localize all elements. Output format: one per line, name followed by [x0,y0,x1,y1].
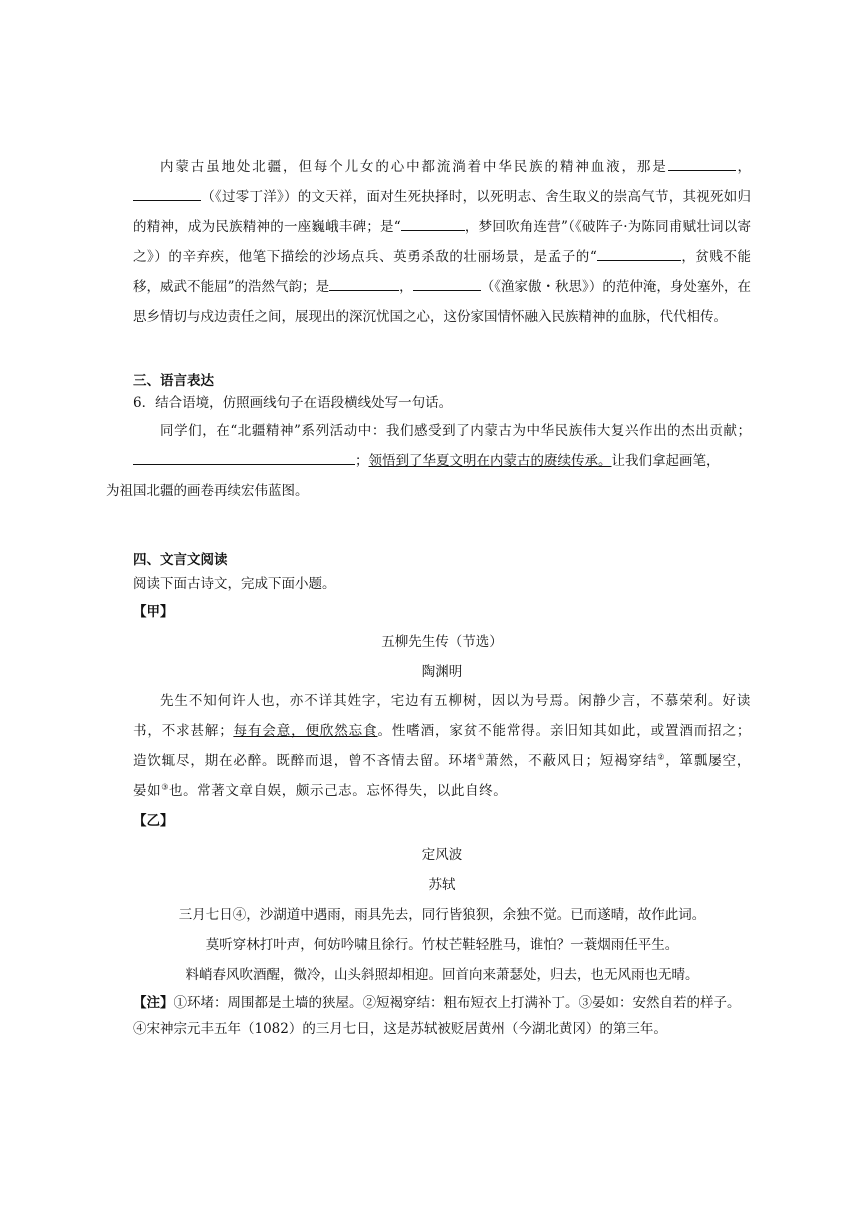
passage-text: （《渔家傲・秋思》）的范仲淹，身处塞外，在思乡情切与戍边责任之间，展现出的深沉忧国之心，这份家国情怀融入民族精神的血脉，代代相传。 [133,279,751,325]
passage-text: ，箪瓢屡空，晏如 [133,753,751,799]
passage-text: 萧然，不蔽风日；短褐穿结 [485,753,658,769]
label-jia: 【甲】 [133,604,174,620]
fill-blank[interactable] [413,275,481,291]
passage-text: ， [399,279,413,295]
footnote-marker: ③ [161,782,169,792]
text-author: 陶渊明 [421,664,463,680]
poem-line: 料峭春风吹酒醒，微冷，山头斜照却相迎。回首向来萧瑟处，归去，也无风雨也无晴。 [185,967,699,983]
passage-text: ，梦回吹角连营”（《破阵子·为陈同甫赋壮词以寄之》）的辛弃疾，他笔下描绘的沙场点兵、英勇杀敌的壮丽场景，是孟子的“ [133,219,751,265]
fill-blank[interactable] [401,215,465,231]
passage-text: 为祖国北疆的画卷再续宏伟蓝图。 [106,483,309,499]
passage-text: 内蒙古虽地处北疆，但每个儿女的心中都流淌着中华民族的精神血液，那是 [160,159,668,175]
fill-blank[interactable] [668,155,736,171]
annotation [133,990,751,1042]
underlined-sentence: 领悟到了华夏文明在内蒙古的赓续传承。 [368,453,612,469]
passage-text: 。性嗜酒，家贫不能常得。亲旧知其如此，或置酒而招之；造饮辄尽，期在必醉。既醉而退，曾不吝情去留。环堵 [133,723,751,769]
text-title: 五柳先生传（节选） [381,634,503,650]
question-passage [106,416,752,506]
answer-blank[interactable] [133,449,355,465]
section-title: 四、文言文阅读 [133,552,228,568]
passage-text: 献； [723,423,752,439]
poem-line: 莫听穿林打叶声，何妨吟啸且徐行。竹杖芒鞋轻胜马，谁怕？一蓑烟雨任平生。 [205,937,679,953]
question-6: 6．结合语境，仿照画线句子在语段横线处写一句话。 [133,395,453,411]
annotation-text: ①环堵：周围都是土墙的狭屋。②短褐穿结：粗布短衣上打满补丁。③晏如：安然自若的样子。④宋神宗元丰五年（1082）的三月七日，这是苏轼被贬居黄州（今湖北黄冈）的第三年。 [133,995,741,1037]
annotation-label: 【注】 [133,995,174,1011]
passage-text: 也。常著文章自娱，颇示己志。忘怀得失，以此自终。 [168,783,508,799]
footnote-marker: ① [477,752,486,762]
classical-passage [133,686,751,806]
fill-blank[interactable] [329,275,399,291]
footnote-marker: ② [657,752,666,762]
poem-title: 定风波 [421,847,463,863]
passage-text: 先生不知何许人也，亦不详其姓字，宅边有五柳树，因以为号焉。闲静少言，不慕荣利。好读书，不求甚解； [133,693,751,739]
passage-paragraph [133,152,751,332]
passage-text: 同学们，在“北疆精神”系列活动中：我们感受到了内蒙古为中华民族伟大复兴作出的杰出贡 [160,423,724,439]
passage-text: 让我们拿起画笔， [611,453,720,469]
section-classical-reading [133,549,751,1042]
passage-text: ，贫贱不能移，威武不能屈”的浩然气韵；是 [133,249,752,295]
instruction: 阅读下面古诗文，完成下面小题。 [133,576,336,592]
label-yi: 【乙】 [133,813,174,829]
section-title: 三、语言表达 [133,373,214,389]
fill-blank[interactable] [597,245,681,261]
passage-text: （《过零丁洋》）的文天祥，面对生死抉择时，以死明志、舍生取义的崇高气节，其视死如归的精神，成为民族精神的一座巍峨丰碑；是“ [133,189,751,235]
passage-text: ； [355,453,369,469]
passage-text: ， [735,159,752,175]
fill-blank[interactable] [133,185,201,201]
poem-preface: 三月七日④，沙湖道中遇雨，雨具先去，同行皆狼狈，余独不觉。已而遂晴，故作此词。 [178,907,706,923]
section-language-expression [106,370,752,506]
underlined-sentence: 每有会意，便欣然忘食 [233,723,378,739]
poem-author: 苏轼 [428,877,456,893]
